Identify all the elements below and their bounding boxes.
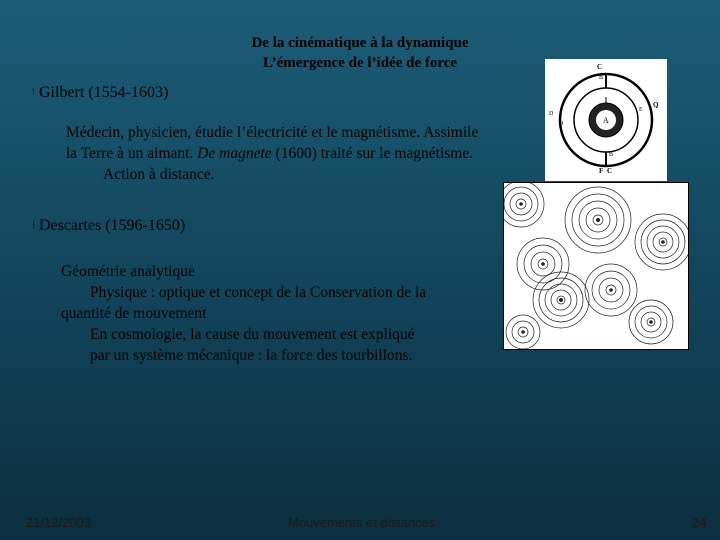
gilbert-line-1: Médecin, physicien, étudie l’électricité et le magnétisme. Assimile bbox=[66, 124, 479, 141]
footer-date: 21/12/2003 bbox=[26, 515, 92, 530]
gilbert-line-3: Action à distance. bbox=[103, 166, 215, 183]
vortex-figure bbox=[503, 182, 689, 350]
magnet-label-d-inner: D bbox=[559, 121, 564, 127]
magnet-label-d-left: D bbox=[549, 111, 554, 117]
gilbert-heading bbox=[32, 84, 168, 102]
magnet-label-f: F bbox=[599, 167, 604, 175]
gilbert-line-2: la Terre à un aimant. De magnete (1600) traité sur le magnétisme. bbox=[66, 145, 474, 162]
descartes-line-4: En cosmologie, la cause du mouvement est expliqué bbox=[90, 326, 415, 343]
descartes-heading bbox=[32, 217, 185, 235]
footer-title: Mouvements et distances bbox=[288, 515, 436, 530]
magnet-label-q: Q bbox=[653, 101, 659, 109]
descartes-line-3: quantité de mouvement bbox=[61, 305, 207, 322]
bullet-icon: ! bbox=[32, 220, 35, 230]
magnet-label-e: E bbox=[639, 107, 643, 113]
magnet-figure bbox=[545, 59, 667, 181]
descartes-line-5: par un système mécanique : la force des tourbillons. bbox=[90, 347, 413, 364]
descartes-line-2: Physique : optique et concept de la Conservation de la bbox=[90, 284, 427, 301]
magnet-label-c-top: C bbox=[597, 63, 603, 71]
magnet-label-b-top: B bbox=[599, 75, 604, 81]
descartes-line-1: Géométrie analytique bbox=[61, 263, 195, 280]
descartes-heading-text: Descartes (1596-1650) bbox=[39, 217, 186, 234]
gilbert-text bbox=[66, 122, 478, 185]
title-line-2: L’émergence de l’idée de force bbox=[262, 55, 458, 71]
slide-title bbox=[200, 33, 520, 73]
magnet-label-c-bottom: C bbox=[607, 167, 613, 175]
descartes-text bbox=[61, 261, 426, 366]
de-magnete-title: De magnete bbox=[197, 145, 272, 162]
magnet-label-a: A bbox=[603, 116, 609, 125]
vortices-diagram-icon bbox=[503, 182, 689, 350]
gilbert-heading-text: Gilbert (1554-1603) bbox=[39, 84, 169, 101]
title-line-1: De la cinématique à la dynamique bbox=[251, 35, 469, 51]
terrella-diagram-icon bbox=[545, 59, 667, 181]
magnet-label-b-bottom: B bbox=[609, 152, 614, 158]
page-number: 24 bbox=[692, 515, 707, 530]
bullet-icon: ! bbox=[32, 87, 35, 97]
